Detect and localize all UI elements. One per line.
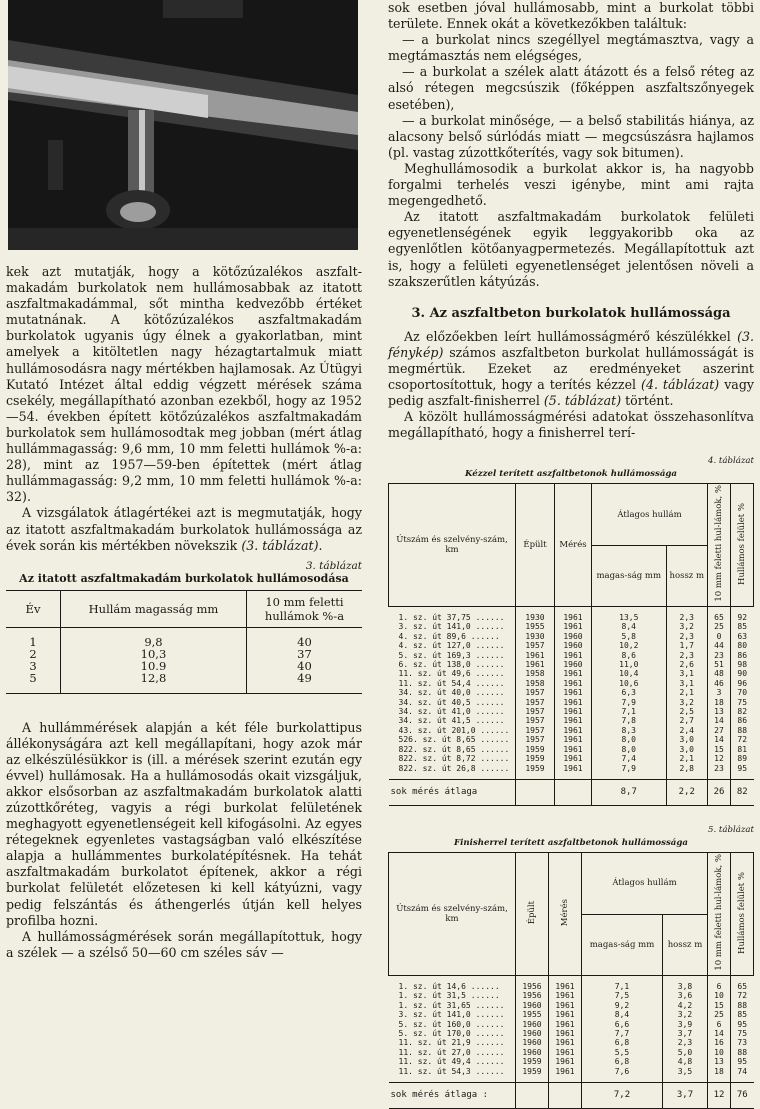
table-cell: 25: [708, 622, 731, 631]
table-cell: 1959: [516, 1057, 549, 1066]
table-row: [389, 991, 754, 1000]
table-4: [388, 483, 754, 806]
table-cell: 13: [708, 1057, 731, 1066]
table-row: [389, 679, 754, 688]
table-cell: 4. sz. út 89,6 ......: [398, 631, 500, 641]
table-cell: 1959: [516, 754, 555, 763]
table-cell: 26: [708, 779, 731, 805]
table-cell: 1959: [516, 764, 555, 780]
table-row: [389, 632, 754, 641]
table-cell: 1956: [516, 975, 549, 991]
table-cell: 1961: [555, 716, 592, 725]
table-cell: 822. sz. út 8,72 ......: [398, 754, 510, 764]
table-cell: 2,3: [666, 607, 707, 623]
table-cell: 12: [708, 754, 731, 763]
table-row: [389, 735, 754, 744]
table-cell: 15: [708, 1001, 731, 1010]
table-cell: 90: [731, 669, 754, 678]
table-cell: 3,5: [662, 1067, 707, 1083]
table-cell: 65: [731, 975, 754, 991]
list-item: — a burkolat minősége, — a belső stabilitás hiánya, az alacsony belső súrlódás miatt — megcsúszásra hajlamos (pl. vastag zúzottkőterítés, vagy sok bitumen).: [388, 112, 754, 160]
table-title: Finisherrel terített aszfaltbetonok hullámossága: [454, 838, 688, 849]
body-paragraph: A közölt hullámosságmérési adatokat összehasonlítva megállapítható, hogy a finisherrel terí-: [388, 409, 754, 441]
table-cell: 1957: [516, 641, 555, 650]
table-cell: 2,1: [666, 754, 707, 763]
table-cell: 1958: [516, 669, 555, 678]
table-cell: 7,9: [592, 698, 667, 707]
table-cell: 8,6: [592, 651, 667, 660]
table-cell: 80: [731, 641, 754, 650]
table-cell: 2,8: [666, 764, 707, 780]
table-row: 5 12,8 49: [6, 672, 362, 684]
col-header: Hullám magasság mm: [61, 590, 247, 627]
table-cell: 1961: [555, 688, 592, 697]
table-cell: 1959: [516, 745, 555, 754]
table-row: [389, 1038, 754, 1047]
table-cell: 1961: [549, 1067, 582, 1083]
body-paragraph: kek azt mutatják, hogy a kötőzúzalékos aszfaltmakadám burkolatok nem hullámosabbak az itatott aszfaltmakadámmal, sőt mintha kedvezőbb értéket mutatnának. A kötőzúzalékos aszfaltmakadám burkolatok ugyanis úgy élnek a gyakorlatban, mint amelyek a kitöltetlen nagy hézagtartalmuk miatt hullámosodásra nagy mértékben hajlamosak. Az Útügyi Kutató Intézet által eddig végzett mérések száma csekély, megállapítható azonban ezekből, hogy az 1952—54. években épített kötőzúzalékos aszfaltmakadám burkolatok sem hullámosodtak meg jobban (mért átlag hullámmagasság: 9,6 mm, 10 mm feletti hullámok %-a: 28), mint az 1957—59-ben építettek (mért átlag hullámmagasság: 9,2 mm, 10 mm feletti hullámok %-a: 32).: [6, 264, 362, 505]
body-paragraph: Az itatott aszfaltmakadám burkolatok felületi egyenetlenségének egyik leggyakoribb oka az egyenlőtlen kötőanyagpermetezés. Megállapítottuk azt is, hogy a felületi egyenetlenséget jelentősen növeli a szakszerűtlen kátyúzás.: [388, 209, 754, 289]
body-paragraph: A hullámosságmérések során megállapítottuk, hogy a szélek — a szélső 50—60 cm széles sáv —: [6, 928, 362, 960]
table-cell: 5. sz. út 169,3 ......: [398, 650, 505, 660]
table-row: [389, 622, 754, 631]
table-cell: 73: [731, 1038, 754, 1047]
table-cell: 4,2: [662, 1001, 707, 1010]
table-cell: 81: [731, 745, 754, 754]
table-cell: 0: [708, 632, 731, 641]
table-cell: 1959: [516, 1067, 549, 1083]
table-cell: [516, 1083, 549, 1109]
table-cell: 5,0: [662, 1048, 707, 1057]
body-paragraph: Meghullámosodik a burkolat akkor is, ha nagyobb forgalmi terhelés veszi igénybe, mint ami rajta megengedhető.: [388, 160, 754, 209]
table-cell: 1957: [516, 735, 555, 744]
table-cell: 27: [708, 726, 731, 735]
table-cell: 7,9: [592, 764, 667, 780]
table-cell: 1961: [549, 1010, 582, 1019]
table-cell: 1961: [555, 735, 592, 744]
col-header: 10 mm feletti hul-lámok, %: [708, 484, 731, 607]
table-cell: 1. sz. út 14,6 ......: [398, 981, 500, 991]
table-cell: 14: [708, 735, 731, 744]
table-cell: 6: [708, 975, 731, 991]
table-cell: 2,1: [666, 688, 707, 697]
table-cell: 1961: [549, 1038, 582, 1047]
table-row: [389, 651, 754, 660]
table-cell: [549, 1083, 582, 1109]
table-cell: 3,9: [662, 1020, 707, 1029]
table-caption: 3. táblázat: [305, 559, 362, 572]
table-cell: 1960: [516, 1038, 549, 1047]
average-row: [389, 1083, 754, 1109]
table-cell: 7,5: [582, 991, 663, 1000]
table-cell: 1957: [516, 707, 555, 716]
table-cell: 1960: [516, 1020, 549, 1029]
table-cell: 5,8: [592, 632, 667, 641]
col-header: Átlagos hullám: [582, 853, 708, 914]
col-header: Épült: [516, 484, 555, 607]
table-cell: 1961: [549, 1057, 582, 1066]
table-cell: 1961: [555, 651, 592, 660]
left-column: [6, 0, 362, 961]
col-header: Épült: [516, 853, 549, 976]
table-cell: 1961: [555, 622, 592, 631]
table-cell: 8,0: [592, 745, 667, 754]
col-header: 10 mm feletti hul-lámok, %: [708, 853, 731, 976]
table-cell: 1961: [555, 669, 592, 678]
table-cell: 13: [708, 707, 731, 716]
table-cell: 822. sz. út 26,8 ......: [389, 764, 516, 780]
table-cell: 8,0: [592, 735, 667, 744]
table-row: [389, 1067, 754, 1083]
table-cell: 8,3: [592, 726, 667, 735]
table-cell: 92: [731, 607, 754, 623]
table-cell: 2,4: [666, 726, 707, 735]
col-header: hossz m: [662, 914, 707, 975]
table-row: 2 10,3 37: [6, 648, 362, 660]
table-cell: 3,1: [666, 669, 707, 678]
table-cell: 10: [708, 991, 731, 1000]
table-cell: 1961: [555, 679, 592, 688]
table-cell: 72: [731, 735, 754, 744]
table-5: [388, 852, 754, 1109]
table-cell: 822. sz. út 8,65 ......: [398, 744, 510, 754]
col-header: hossz m: [666, 545, 707, 606]
table-reference: (3. táblázat).: [241, 537, 323, 553]
table-cell: 95: [731, 1020, 754, 1029]
table-row: [389, 1057, 754, 1066]
table-cell: 3,6: [662, 991, 707, 1000]
table-cell: 48: [708, 669, 731, 678]
table-cell: 3,0: [666, 735, 707, 744]
table-row: [389, 607, 754, 623]
table-row: [389, 1001, 754, 1010]
table-cell: 18: [708, 698, 731, 707]
table-cell: 3,0: [666, 745, 707, 754]
table-row: [389, 1048, 754, 1057]
table-cell: 1960: [555, 641, 592, 650]
table-cell: 6: [708, 1020, 731, 1029]
table-cell: 1960: [555, 660, 592, 669]
col-header: Mérés: [555, 484, 592, 607]
table-cell: 3: [708, 688, 731, 697]
table-cell: 25: [708, 1010, 731, 1019]
table-row: [389, 641, 754, 650]
table-cell: 7,8: [592, 716, 667, 725]
table-cell: 7,4: [592, 754, 667, 763]
table-cell: 1955: [516, 1010, 549, 1019]
table-cell: 3,2: [666, 698, 707, 707]
table-cell: 86: [731, 651, 754, 660]
table-cell: 14: [708, 1029, 731, 1038]
table-cell: 34. sz. út 40,0 ......: [398, 688, 505, 698]
table-cell: 2,3: [666, 651, 707, 660]
table-cell: 1. sz. út 37,75 ......: [398, 613, 505, 622]
table-cell: 95: [731, 1057, 754, 1066]
table-row: 1 9,8 40: [6, 636, 362, 648]
table-cell: 1961: [555, 607, 592, 623]
table-cell: 85: [731, 1010, 754, 1019]
table-row: [389, 688, 754, 697]
table-row: [389, 1020, 754, 1029]
table-row: [389, 754, 754, 763]
table-cell: 11. sz. út 49,4 ......: [398, 1057, 505, 1067]
table-cell: 6,3: [592, 688, 667, 697]
photograph-measuring-device: [8, 0, 358, 250]
table-cell: 11. sz. út 21,9 ......: [398, 1038, 505, 1048]
table-cell: 1961: [555, 707, 592, 716]
table-cell: 86: [731, 716, 754, 725]
table-cell: 11. sz. út 54,3 ......: [389, 1067, 516, 1083]
table-cell: 7,7: [582, 1029, 663, 1038]
table-cell: 74: [731, 1067, 754, 1083]
col-header: Hullámos felület %: [731, 484, 754, 607]
table-cell: 8,7: [592, 779, 667, 805]
table-row: [389, 707, 754, 716]
col-header: Mérés: [549, 853, 582, 976]
table-cell: 7,6: [582, 1067, 663, 1083]
table-cell: 14: [708, 716, 731, 725]
table-row: [389, 698, 754, 707]
table-cell: 2,7: [666, 716, 707, 725]
table-cell: 98: [731, 660, 754, 669]
table-cell: 5. sz. út 160,0 ......: [398, 1019, 505, 1029]
table-cell: 88: [731, 726, 754, 735]
table-cell: 1930: [516, 607, 555, 623]
table-cell: 1955: [516, 622, 555, 631]
table-cell: 43. sz. út 201,0 ......: [398, 725, 510, 735]
table-cell: 1961: [555, 764, 592, 780]
table-cell: 46: [708, 679, 731, 688]
table-cell: 526. sz. út 8,65 ......: [398, 735, 510, 745]
table-cell: 3,1: [666, 679, 707, 688]
table-cell: 75: [731, 1029, 754, 1038]
table-row: 3 10.9 40: [6, 660, 362, 672]
table-cell: 1957: [516, 688, 555, 697]
table-3: [6, 590, 362, 694]
table-cell: 10,2: [592, 641, 667, 650]
col-header: Útszám és szelvény-szám, km: [389, 853, 516, 976]
table-cell: 1. sz. út 31,5 ......: [398, 991, 500, 1001]
table-cell: 3. sz. út 141,0 ......: [398, 622, 505, 632]
table-cell: 9,2: [582, 1001, 663, 1010]
table-cell: 76: [731, 1083, 754, 1109]
table-cell: 8,4: [592, 622, 667, 631]
table-cell: [555, 779, 592, 805]
table-cell: 11. sz. út 49,6 ......: [398, 669, 505, 679]
table-cell: 3,2: [666, 622, 707, 631]
table-cell: 34. sz. út 40,5 ......: [398, 697, 505, 707]
table-cell: 1,7: [666, 641, 707, 650]
table-row: [389, 1010, 754, 1019]
table-cell: 3,2: [662, 1010, 707, 1019]
table-cell: 16: [708, 1038, 731, 1047]
table-cell: sok mérés átlaga: [389, 779, 516, 805]
table-cell: 1961: [555, 745, 592, 754]
col-header: Átlagos hullám: [592, 484, 708, 545]
table-cell: 1961: [549, 1020, 582, 1029]
body-paragraph: Az előzőekben leírt hullámosságmérő készülékkel (3. fénykép) számos aszfaltbeton burkolat hullámosságát is megmértük. Ezeket az eredményeket aszerint csoportosítottuk, hogy a terítés kézzel (4. táblázat) vagy pedig aszfalt-finisherrel (5. táblázat) történt.: [388, 328, 754, 409]
col-header: Útszám és szelvény-szám, km: [389, 484, 516, 607]
table-cell: 82: [731, 779, 754, 805]
table-caption: 4. táblázat: [708, 456, 754, 467]
table-cell: 11. sz. út 27,0 ......: [398, 1047, 505, 1057]
body-paragraph: A vizsgálatok átlagértékei azt is megmutatják, hogy az itatott aszfaltmakadám burkolatok hullámossága az évek során kis mértékben növekszik (3. táblázat).: [6, 505, 362, 553]
table-cell: 1961: [555, 726, 592, 735]
table-caption: 5. táblázat: [708, 825, 754, 836]
table-cell: 44: [708, 641, 731, 650]
table-cell: 2,2: [666, 779, 707, 805]
table-cell: 2,3: [662, 1038, 707, 1047]
table-cell: 1960: [555, 632, 592, 641]
table-cell: 1961: [549, 975, 582, 991]
table-cell: 11. sz. út 54,4 ......: [398, 678, 505, 688]
list-item: — a burkolat a szélek alatt átázott és a felső réteg az alsó rétegen megcsúszik (főképpen aszfaltszőnyegek esetében),: [388, 64, 754, 112]
table-title: Kézzel terített aszfaltbetonok hullámossága: [465, 469, 677, 480]
table-cell: 1957: [516, 716, 555, 725]
table-cell: 63: [731, 632, 754, 641]
list-item: — a burkolat nincs szegéllyel megtámasztva, vagy a megtámasztás nem elégséges,: [388, 32, 754, 64]
col-header: Hullámos felület %: [731, 853, 754, 976]
table-cell: 6,6: [582, 1020, 663, 1029]
table-cell: 7,1: [592, 707, 667, 716]
section-heading: 3. Az aszfaltbeton burkolatok hullámossága: [411, 305, 731, 321]
table-cell: 6,8: [582, 1057, 663, 1066]
table-cell: 3,7: [662, 1083, 707, 1109]
table-row: [389, 716, 754, 725]
table-cell: 13,5: [592, 607, 667, 623]
table-cell: 1957: [516, 698, 555, 707]
table-cell: 7,2: [582, 1083, 663, 1109]
table-cell: 1957: [516, 726, 555, 735]
table-row: [389, 764, 754, 780]
table-cell: 5,5: [582, 1048, 663, 1057]
table-cell: 1960: [516, 1048, 549, 1057]
table-cell: 7,1: [582, 975, 663, 991]
table-cell: 1960: [516, 1001, 549, 1010]
table-cell: 1961: [549, 1029, 582, 1038]
table-cell: 1961: [555, 698, 592, 707]
col-header: 10 mm feletti hullámok %-a: [246, 590, 362, 627]
table-cell: 85: [731, 622, 754, 631]
body-paragraph: sok esetben jóval hullámosabb, mint a burkolat többi területe. Ennek okát a következőkben találtuk:: [388, 0, 754, 32]
col-header: Év: [6, 590, 61, 627]
table-cell: 1961: [549, 1001, 582, 1010]
table-cell: 34. sz. út 41,0 ......: [398, 707, 505, 717]
table-cell: 2,5: [666, 707, 707, 716]
table-cell: 88: [731, 1048, 754, 1057]
table-row: [389, 1029, 754, 1038]
table-cell: 5. sz. út 170,0 ......: [398, 1029, 505, 1038]
table-cell: 1961: [549, 1048, 582, 1057]
table-cell: 18: [708, 1067, 731, 1083]
table-cell: 10,4: [592, 669, 667, 678]
table-cell: 1961: [549, 991, 582, 1000]
table-cell: 75: [731, 698, 754, 707]
table-cell: 1960: [516, 1029, 549, 1038]
table-cell: 1961: [516, 651, 555, 660]
right-column: [388, 0, 754, 1109]
table-cell: 70: [731, 688, 754, 697]
table-row: [389, 745, 754, 754]
table-cell: 2,3: [666, 632, 707, 641]
table-cell: 3. sz. út 141,0 ......: [398, 1010, 505, 1020]
table-cell: 23: [708, 764, 731, 780]
table-cell: 23: [708, 651, 731, 660]
table-cell: 6,8: [582, 1038, 663, 1047]
table-cell: 96: [731, 679, 754, 688]
table-title: Az itatott aszfaltmakadám burkolatok hullámosodása: [19, 571, 349, 585]
table-cell: 12: [708, 1083, 731, 1109]
table-cell: 11,0: [592, 660, 667, 669]
table-cell: 1930: [516, 632, 555, 641]
table-cell: 2,6: [666, 660, 707, 669]
table-cell: 1956: [516, 991, 549, 1000]
table-row: [389, 660, 754, 669]
table-row: [389, 726, 754, 735]
col-header: magas-ság mm: [592, 545, 667, 606]
table-cell: 4. sz. út 127,0 ......: [398, 641, 505, 651]
table-cell: 1. sz. út 31,65 ......: [398, 1000, 505, 1010]
table-cell: 95: [731, 764, 754, 780]
table-row: [389, 669, 754, 678]
table-row: [389, 975, 754, 991]
table-cell: 1961: [555, 754, 592, 763]
table-cell: 1958: [516, 679, 555, 688]
average-row: [389, 779, 754, 805]
table-cell: 89: [731, 754, 754, 763]
table-cell: 72: [731, 991, 754, 1000]
table-cell: [516, 779, 555, 805]
table-cell: sok mérés átlaga :: [389, 1083, 516, 1109]
table-cell: 8,4: [582, 1010, 663, 1019]
body-paragraph: A hullámmérések alapján a két féle burkolattipus állékonyságára azt kell megállapítani, hogy azok már az elkészülésükkor is (ill. a mérések szerint ezután egy évvel) hullámosak. Ha a hullámosodás okait vizsgáljuk, akkor elsősorban az aszfaltmakadám burkolatok alatti zúzottkőréteg, vagyis a régi burkolat felületének meghagyott egyenetlenségeit kell kifogásolni. Az egyes rétegeknek egyenletes vastagságban való elkészítése alapja a hullámmentes burkolatépítésnek. Ha tehát aszfaltmakadám burkolatot építenek, akkor a régi burkolat felületét előzetesen ki kell kátyúzni, vagy pedig felszántás és áthengerlés útján kell helyes profilba hozni.: [6, 719, 362, 928]
table-cell: 10,6: [592, 679, 667, 688]
table-cell: 82: [731, 707, 754, 716]
col-header: magas-ság mm: [582, 914, 663, 975]
table-cell: 15: [708, 745, 731, 754]
table-cell: 34. sz. út 41,5 ......: [398, 716, 505, 726]
table-cell: 3,8: [662, 975, 707, 991]
table-cell: 51: [708, 660, 731, 669]
table-cell: 6. sz. út 138,0 ......: [398, 660, 505, 670]
table-cell: 10: [708, 1048, 731, 1057]
table-cell: 4,8: [662, 1057, 707, 1066]
table-cell: 3,7: [662, 1029, 707, 1038]
table-cell: 88: [731, 1001, 754, 1010]
table-cell: 1961: [516, 660, 555, 669]
table-cell: 65: [708, 607, 731, 623]
